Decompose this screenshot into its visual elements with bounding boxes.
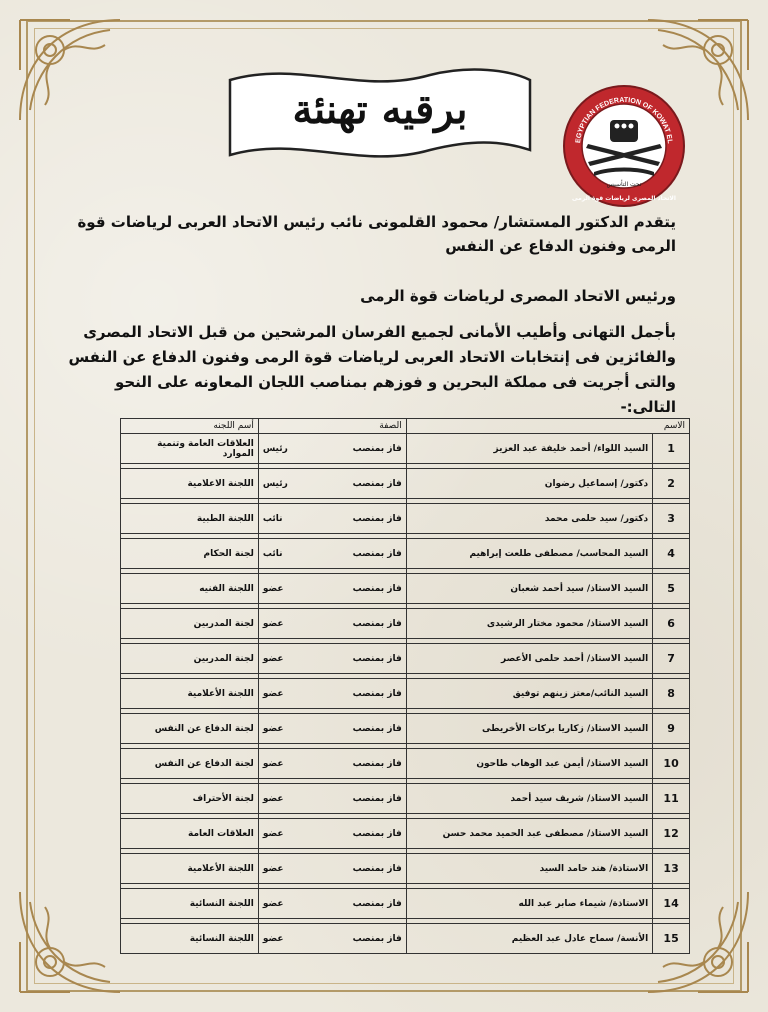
logo-arabic-text: الاتحاد المصرى لرياضات قوة الرمى — [572, 195, 676, 202]
row-committee: العلاقات العامة — [121, 819, 259, 849]
row-position: عضو — [262, 898, 284, 909]
row-number: 11 — [653, 784, 690, 814]
logo-tagline: تحت التأسيس — [606, 181, 642, 188]
row-number: 7 — [653, 644, 690, 674]
row-name: السيد الاستاذ/ زكاريا بركات الأخريطى — [406, 714, 652, 744]
row-name: السيد الاستاذ/ مصطفى عبد الحميد محمد حسن — [406, 819, 652, 849]
row-role — [258, 469, 406, 499]
row-number: 9 — [653, 714, 690, 744]
row-role — [258, 819, 406, 849]
row-name: دكتور/ سيد حلمى محمد — [406, 504, 652, 534]
row-number: 10 — [653, 749, 690, 779]
row-position: عضو — [262, 653, 284, 664]
row-position: عضو — [262, 863, 284, 874]
row-role — [258, 714, 406, 744]
results-table — [120, 418, 690, 954]
table-row — [121, 854, 690, 884]
row-name: السيد الاستاذ/ شريف سيد أحمد — [406, 784, 652, 814]
table-row — [121, 574, 690, 604]
table-row — [121, 469, 690, 499]
row-role — [258, 854, 406, 884]
row-status: فاز بمنصب — [352, 863, 402, 874]
row-number: 3 — [653, 504, 690, 534]
row-role — [258, 749, 406, 779]
row-name: السيد الاستاذ/ محمود مختار الرشيدى — [406, 609, 652, 639]
table-body — [121, 434, 690, 954]
row-number: 13 — [653, 854, 690, 884]
row-role — [258, 924, 406, 954]
row-position: رئيس — [262, 443, 288, 454]
svg-text:EGYPTIAN FEDERATION OF KOWAT E: EGYPTIAN FEDERATION OF KOWAT EL — [575, 96, 673, 144]
row-name: السيد المحاسب/ مصطفى طلعت إبراهيم — [406, 539, 652, 569]
row-committee: لجنة الحكام — [121, 539, 259, 569]
row-committee: اللجنة الأعلامية — [121, 679, 259, 709]
row-role — [258, 784, 406, 814]
row-name: السيد اللواء/ أحمد خليفة عبد العزيز — [406, 434, 652, 464]
row-role — [258, 434, 406, 464]
row-position: رئيس — [262, 478, 288, 489]
header-role: الصفة — [258, 419, 406, 434]
table-row — [121, 819, 690, 849]
row-name: الاستاذة/ شيماء صابر عبد الله — [406, 889, 652, 919]
president-line: ورئيس الاتحاد المصرى لرياضات قوة الرمى — [360, 287, 676, 305]
corner-ornament-top-left — [10, 10, 140, 130]
table-row — [121, 889, 690, 919]
row-committee: اللجنة الفنيه — [121, 574, 259, 604]
row-position: عضو — [262, 618, 284, 629]
row-role — [258, 889, 406, 919]
row-committee: العلاقات العامة وتنمية الموارد — [121, 434, 259, 464]
table-row — [121, 924, 690, 954]
row-number: 14 — [653, 889, 690, 919]
row-name: السيد الاستاذ/ سيد أحمد شعبان — [406, 574, 652, 604]
row-committee: لجنة الأحتراف — [121, 784, 259, 814]
row-status: فاز بمنصب — [352, 723, 402, 734]
header-committee: أسم اللجنه — [121, 419, 259, 434]
row-name: الاستاذة/ هند حامد السيد — [406, 854, 652, 884]
row-number: 6 — [653, 609, 690, 639]
row-number: 4 — [653, 539, 690, 569]
row-position: عضو — [262, 723, 284, 734]
row-status: فاز بمنصب — [352, 793, 402, 804]
table-row — [121, 679, 690, 709]
intro-paragraph: يتقدم الدكتور المستشار/ محمود القلمونى نائب رئيس الاتحاد العربى لرياضات قوة الرمى وفنون الدفاع عن النفس — [77, 213, 676, 255]
table-row — [121, 609, 690, 639]
row-name: الأنسة/ سماح عادل عبد العظيم — [406, 924, 652, 954]
table-row — [121, 784, 690, 814]
row-name: السيد الاستاذ/ أحمد حلمى الأعصر — [406, 644, 652, 674]
row-position: عضو — [262, 828, 284, 839]
row-committee: اللجنة النسائية — [121, 889, 259, 919]
table-row — [121, 539, 690, 569]
row-status: فاز بمنصب — [352, 618, 402, 629]
row-role — [258, 644, 406, 674]
row-committee: لجنة الدفاع عن النفس — [121, 749, 259, 779]
row-role — [258, 679, 406, 709]
table-row — [121, 504, 690, 534]
row-status: فاز بمنصب — [352, 933, 402, 944]
row-name: دكتور/ إسماعيل رضوان — [406, 469, 652, 499]
row-committee: اللجنة الطبية — [121, 504, 259, 534]
row-status: فاز بمنصب — [352, 583, 402, 594]
row-position: عضو — [262, 583, 284, 594]
row-committee: اللجنة النسائية — [121, 924, 259, 954]
row-role — [258, 574, 406, 604]
row-committee: اللجنة الاعلامية — [121, 469, 259, 499]
row-name: السيد النائب/معتز زينهم توفيق — [406, 679, 652, 709]
row-position: عضو — [262, 793, 284, 804]
table-row — [121, 749, 690, 779]
row-number: 5 — [653, 574, 690, 604]
row-status: فاز بمنصب — [352, 828, 402, 839]
row-status: فاز بمنصب — [352, 758, 402, 769]
row-status: فاز بمنصب — [352, 653, 402, 664]
row-status: فاز بمنصب — [352, 513, 402, 524]
row-status: فاز بمنصب — [352, 548, 402, 559]
row-number: 15 — [653, 924, 690, 954]
row-position: نائب — [262, 513, 283, 524]
header-name: الاسم — [406, 419, 689, 434]
table-header-row — [121, 419, 690, 434]
table-row — [121, 714, 690, 744]
row-status: فاز بمنصب — [352, 898, 402, 909]
row-position: نائب — [262, 548, 283, 559]
row-role — [258, 609, 406, 639]
row-status: فاز بمنصب — [352, 478, 402, 489]
row-status: فاز بمنصب — [352, 443, 402, 454]
federation-logo — [560, 82, 688, 210]
page-title: برقيه تهنئة — [292, 86, 468, 133]
row-number: 2 — [653, 469, 690, 499]
row-position: عضو — [262, 688, 284, 699]
row-role — [258, 539, 406, 569]
row-position: عضو — [262, 758, 284, 769]
row-committee: لجنة المدربين — [121, 609, 259, 639]
row-number: 8 — [653, 679, 690, 709]
row-number: 12 — [653, 819, 690, 849]
table-row — [121, 644, 690, 674]
congratulation-paragraph: بأجمل التهانى وأطيب الأمانى لجميع الفرسان المرشحين من قبل الاتحاد المصرى والفائزين فى إنتخابات الاتحاد العربى لرياضات قوة الرمى وفنون الدفاع عن النفس والتى أجريت فى مملكة البحرين و فوزهم بمناصب اللجان المعاونه على النحو التالى:- — [68, 323, 676, 416]
row-number: 1 — [653, 434, 690, 464]
row-committee: لجنة الدفاع عن النفس — [121, 714, 259, 744]
row-status: فاز بمنصب — [352, 688, 402, 699]
row-committee: اللجنة الأعلامية — [121, 854, 259, 884]
row-name: السيد الاستاذ/ أيمن عبد الوهاب طاحون — [406, 749, 652, 779]
row-role — [258, 504, 406, 534]
row-committee: لجنة المدربين — [121, 644, 259, 674]
table-row — [121, 434, 690, 464]
row-position: عضو — [262, 933, 284, 944]
